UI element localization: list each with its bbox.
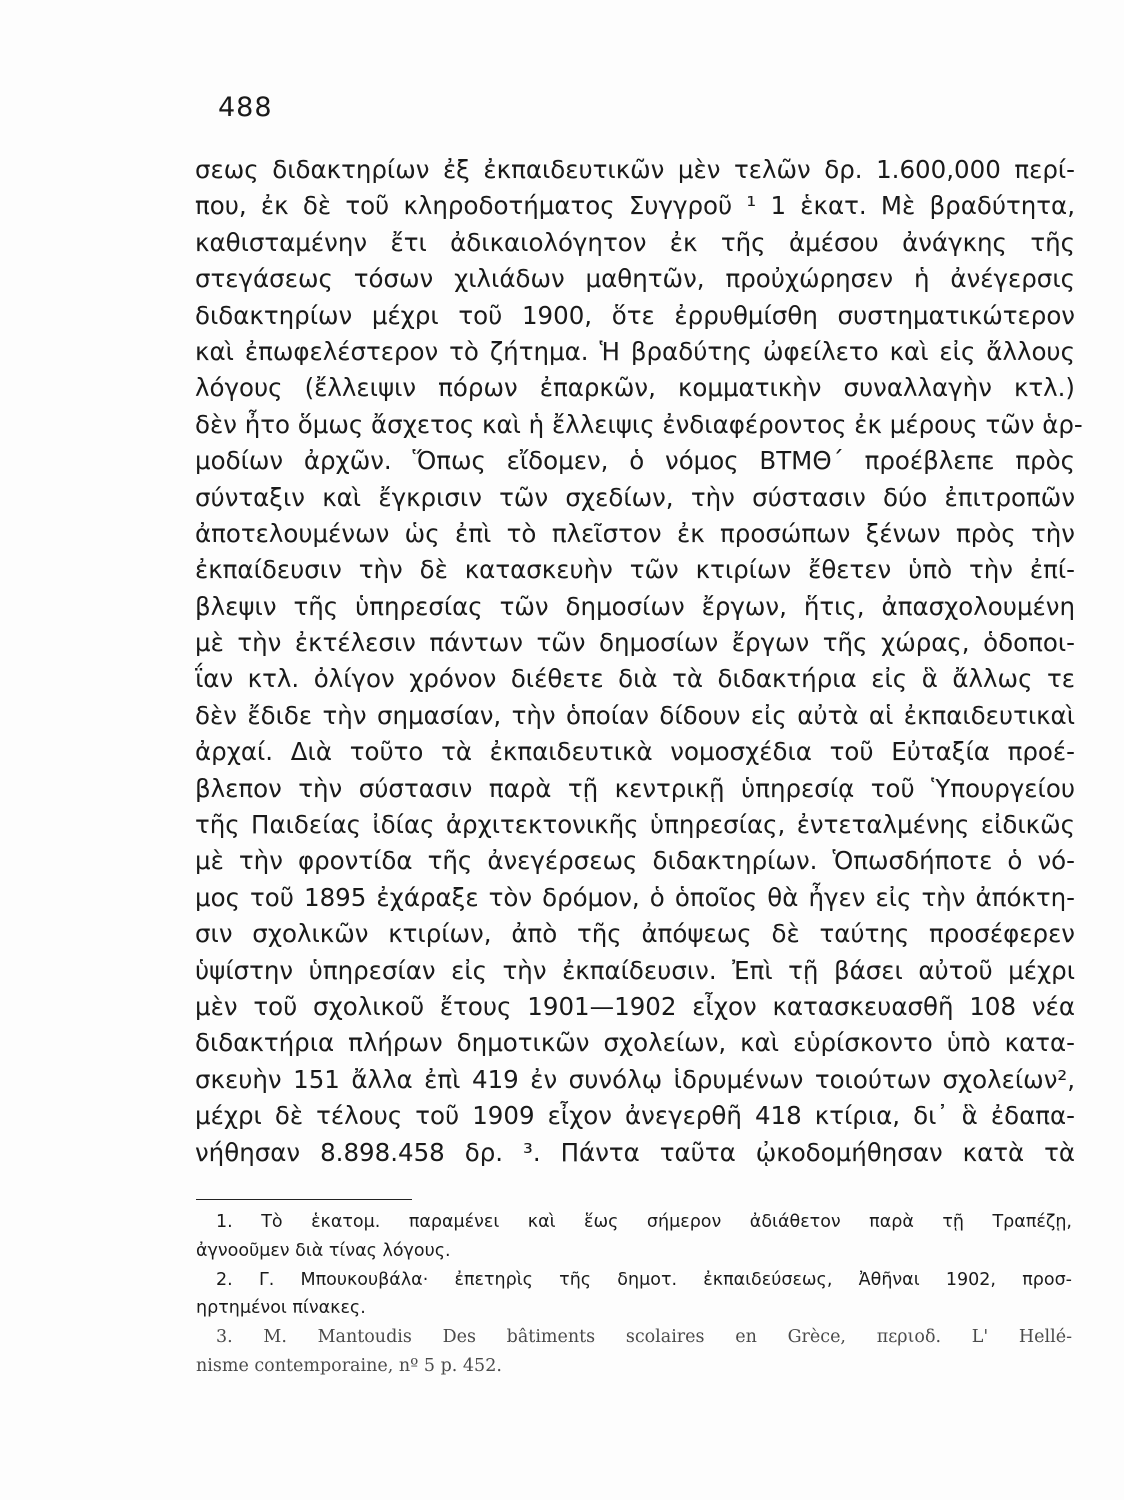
- body-line: νήθησαν 8.898.458 δρ. ³. Πάντα ταῦτα ᾠκοδομήθησαν κατὰ τὰ: [195, 1137, 1075, 1167]
- body-line: καὶ ἐπωφελέστερον τὸ ζήτημα. Ἡ βραδύτης ὠφείλετο καὶ εἰς ἄλλους: [195, 336, 1075, 366]
- body-line: σεως διδακτηρίων ἐξ ἐκπαιδευτικῶν μὲν τελῶν δρ. 1.600,000 περί-: [195, 155, 1075, 184]
- body-line: διδακτήρια πλήρων δημοτικῶν σχολείων, καὶ εὑρίσκοντο ὑπὸ κατα-: [195, 1028, 1075, 1058]
- body-line: μέχρι δὲ τέλους τοῦ 1909 εἶχον ἀνεγερθῆ 418 κτίρια, δι᾽ ἃ ἐδαπα-: [195, 1101, 1075, 1131]
- footnote-separator: [196, 1199, 412, 1200]
- body-line: μὲ τὴν φροντίδα τῆς ἀνεγέρσεως διδακτηρίων. Ὁπωσδήποτε ὁ νό-: [195, 846, 1075, 876]
- body-line: μος τοῦ 1895 ἐχάραξε τὸν δρόμον, ὁ ὁποῖος θὰ ἦγεν εἰς τὴν ἀπόκτη-: [195, 882, 1075, 912]
- body-line: βλεψιν τῆς ὑπηρεσίας τῶν δημοσίων ἔργων, ἥτις, ἀπασχολουμένη: [195, 591, 1075, 621]
- body-line: λόγους (ἔλλειψιν πόρων ἐπαρκῶν, κομματικὴν συναλλαγὴν κτλ.): [195, 373, 1075, 403]
- body-line: μὲ τὴν ἐκτέλεσιν πάντων τῶν δημοσίων ἔργων τῆς χώρας, ὁδοποι-: [195, 628, 1075, 658]
- body-line: μοδίων ἀρχῶν. Ὅπως εἴδομεν, ὁ νόμος ΒΤΜΘ΄ προέβλεπε πρὸς: [195, 446, 1075, 476]
- body-line: ἀρχαί. Διὰ τοῦτο τὰ ἐκπαιδευτικὰ νομοσχέδια τοῦ Εὐταξία προέ-: [195, 737, 1075, 767]
- footnotes: [196, 1208, 1072, 1381]
- body-line: δὲν ἦτο ὅμως ἄσχετος καὶ ἡ ἔλλειψις ἐνδιαφέροντος ἐκ μέρους τῶν ἁρ-: [195, 409, 1083, 439]
- body-line: ὑψίστην ὑπηρεσίαν εἰς τὴν ἐκπαίδευσιν. Ἐπὶ τῇ βάσει αὐτοῦ μέχρι: [195, 955, 1075, 985]
- body-line: δὲν ἔδιδε τὴν σημασίαν, τὴν ὁποίαν δίδουν εἰς αὐτὰ αἱ ἐκπαιδευτικαὶ: [195, 700, 1075, 730]
- footnote-3: 3. M. Mantoudis Des bâtiments scolaires en Grèce, περιοδ. L' Hellé-: [216, 1327, 1072, 1348]
- footnote-1-continuation: ἀγνοοῦμεν διὰ τίνας λόγους.: [196, 1240, 451, 1261]
- body-line: σκευὴν 151 ἄλλα ἐπὶ 419 ἐν συνόλῳ ἱδρυμένων τοιούτων σχολείων²,: [195, 1064, 1075, 1094]
- page-number: 488: [218, 92, 273, 123]
- body-line: τῆς Παιδείας ἰδίας ἀρχιτεκτονικῆς ὑπηρεσίας, ἐντεταλμένης εἰδικῶς: [195, 810, 1075, 840]
- body-line: ΐαν κτλ. ὀλίγον χρόνον διέθετε διὰ τὰ διδακτήρια εἰς ἃ ἄλλως τε: [195, 664, 1075, 694]
- body-line: σιν σχολικῶν κτιρίων, ἀπὸ τῆς ἀπόψεως δὲ ταύτης προσέφερεν: [195, 919, 1075, 949]
- body-line: διδακτηρίων μέχρι τοῦ 1900, ὅτε ἐρρυθμίσθη συστηματικώτερον: [195, 300, 1075, 330]
- body-text: [195, 152, 1083, 1171]
- body-line: που, ἐκ δὲ τοῦ κληροδοτήματος Συγγροῦ ¹ 1 ἑκατ. Μὲ βραδύτητα,: [195, 191, 1075, 221]
- body-line: στεγάσεως τόσων χιλιάδων μαθητῶν, προὐχώρησεν ἡ ἀνέγερσις: [195, 264, 1075, 294]
- body-line: βλεπον τὴν σύστασιν παρὰ τῇ κεντρικῇ ὑπηρεσίᾳ τοῦ Ὑπουργείου: [195, 773, 1075, 803]
- body-line: ἐκπαίδευσιν τὴν δὲ κατασκευὴν τῶν κτιρίων ἔθετεν ὑπὸ τὴν ἐπί-: [195, 555, 1075, 585]
- body-line: σύνταξιν καὶ ἔγκρισιν τῶν σχεδίων, τὴν σύστασιν δύο ἐπιτροπῶν: [195, 482, 1075, 512]
- body-line: ἀποτελουμένων ὡς ἐπὶ τὸ πλεῖστον ἐκ προσώπων ξένων πρὸς τὴν: [195, 518, 1075, 548]
- footnote-1: 1. Τὸ ἑκατομ. παραμένει καὶ ἕως σήμερον ἀδιάθετον παρὰ τῇ Τραπέζῃ,: [216, 1212, 1072, 1232]
- body-line: μὲν τοῦ σχολικοῦ ἔτους 1901—1902 εἶχον κατασκευασθῆ 108 νέα: [195, 991, 1075, 1021]
- footnote-3-continuation: nisme contemporaine, nº 5 p. 452.: [196, 1355, 502, 1376]
- footnote-2: 2. Γ. Μπουκουβάλα· ἐπετηρὶς τῆς δημοτ. ἐκπαιδεύσεως, Ἀθῆναι 1902, προσ-: [216, 1269, 1072, 1290]
- body-line: καθισταμένην ἔτι ἀδικαιολόγητον ἐκ τῆς ἀμέσου ἀνάγκης τῆς: [195, 227, 1075, 257]
- footnote-2-continuation: ηρτημένοι πίνακες.: [196, 1298, 366, 1319]
